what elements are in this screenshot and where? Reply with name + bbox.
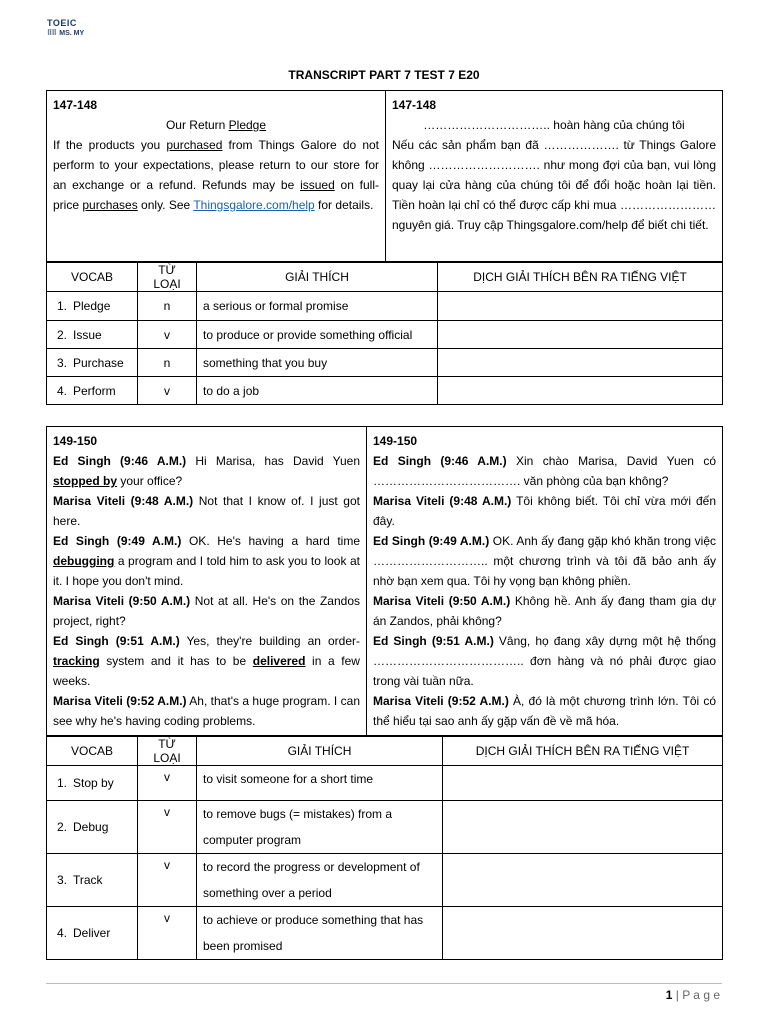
text-run: Yes, they're building an order- bbox=[179, 634, 360, 648]
chat-message bbox=[53, 531, 360, 591]
vocab-highlight-delivered: delivered bbox=[252, 654, 306, 668]
passage-en-147-148 bbox=[47, 91, 386, 262]
section-149-150 bbox=[46, 426, 722, 960]
vocab-word bbox=[47, 801, 138, 854]
logo bbox=[47, 18, 84, 37]
text-run: a program and I told him to ask you to look at it. I hope you don't mind. bbox=[53, 554, 360, 588]
vocab-word bbox=[47, 349, 138, 377]
logo-brand bbox=[47, 29, 84, 37]
passage-title bbox=[53, 115, 379, 135]
chat-sender: Ed Singh (9:49 A.M.) bbox=[53, 534, 182, 548]
question-number: 147-148 bbox=[53, 98, 98, 112]
logo-toeic: TOEIC bbox=[47, 18, 77, 28]
vocab-definition: to do a job bbox=[197, 377, 438, 405]
vocab-definition: to remove bugs (= mistakes) from a computer program bbox=[197, 801, 443, 854]
text-run: Vâng, họ đang xây dựng một hệ thống ……………………………….. đơn hàng và nó phải được giao trong vài tuần nữa. bbox=[373, 634, 716, 688]
vocab-word bbox=[47, 907, 138, 960]
vocab-word-text: Debug bbox=[73, 820, 109, 834]
text-run: your office? bbox=[117, 474, 183, 488]
vocab-highlight-stopped-by: stopped by bbox=[53, 474, 118, 488]
vocab-index: 2. bbox=[57, 820, 68, 834]
help-link[interactable]: Thingsgalore.com/help bbox=[193, 198, 315, 212]
text-run: Xin chào Marisa, David Yuen có ………………………………. văn phòng của bạn không? bbox=[373, 454, 716, 488]
vocab-word bbox=[47, 321, 138, 349]
vocab-row bbox=[47, 292, 723, 321]
vocab-highlight-issued: issued bbox=[300, 178, 335, 192]
question-number: 147-148 bbox=[392, 98, 437, 112]
vocab-word-text: Pledge bbox=[73, 299, 111, 313]
vocab-pos: n bbox=[138, 292, 197, 321]
vocab-table-147-148 bbox=[46, 262, 723, 405]
chat-sender: Marisa Viteli (9:50 A.M.) bbox=[373, 594, 511, 608]
chat-sender: Ed Singh (9:46 A.M.) bbox=[373, 454, 507, 468]
passage-title-vi: ………………………….. hoàn hàng của chúng tôi bbox=[423, 118, 685, 132]
chat-message bbox=[373, 591, 716, 631]
question-number: 149-150 bbox=[373, 434, 418, 448]
passage-vi-147-148 bbox=[386, 91, 723, 262]
passage-vi-149-150 bbox=[367, 427, 723, 736]
vocab-pos: v bbox=[138, 801, 197, 854]
vocab-pos: n bbox=[138, 349, 197, 377]
vocab-translation-blank bbox=[443, 801, 723, 854]
chat-message bbox=[53, 691, 360, 731]
vocab-row bbox=[47, 377, 723, 405]
vocab-definition: to achieve or produce something that has been promised bbox=[197, 907, 443, 960]
vocab-translation-blank bbox=[438, 349, 723, 377]
vocab-word bbox=[47, 766, 138, 801]
chat-sender: Ed Singh (9:51 A.M.) bbox=[373, 634, 494, 648]
text-run: for details. bbox=[314, 198, 374, 212]
vocab-translation-blank bbox=[443, 854, 723, 907]
chat-sender: Ed Singh (9:49 A.M.) bbox=[373, 534, 490, 548]
vocab-word bbox=[47, 292, 138, 321]
page-title: TRANSCRIPT PART 7 TEST 7 E20 bbox=[288, 68, 480, 82]
text-run: OK. He's having a hard time bbox=[181, 534, 361, 548]
text-run: Not at all. He's on the Zandos project, right? bbox=[53, 594, 360, 628]
header-trans: DỊCH GIẢI THÍCH BÊN RA TIẾNG VIỆT bbox=[443, 737, 723, 766]
vocab-translation-blank bbox=[443, 766, 723, 801]
chat-message bbox=[373, 491, 716, 531]
vocab-word-text: Perform bbox=[73, 383, 116, 398]
passage-table-147-148 bbox=[46, 90, 723, 262]
question-number: 149-150 bbox=[53, 434, 98, 448]
chat-sender: Ed Singh (9:51 A.M.) bbox=[53, 634, 180, 648]
text-run: Ah, that's a huge program. I can see why he's having coding problems. bbox=[53, 694, 360, 728]
header-def: GIẢI THÍCH bbox=[197, 263, 438, 292]
vocab-highlight-purchases: purchases bbox=[82, 198, 138, 212]
text-run: If the products you bbox=[53, 138, 167, 152]
vocab-table-149-150 bbox=[46, 736, 723, 960]
page-number: 1 bbox=[665, 988, 673, 1002]
vocab-pos: v bbox=[138, 854, 197, 907]
vocab-index: 3. bbox=[57, 355, 68, 370]
passage-body bbox=[53, 135, 379, 215]
text-run: Không hề. Anh ấy đang tham gia dự án Zandos, phải không? bbox=[373, 594, 716, 628]
vocab-row bbox=[47, 801, 723, 854]
vocab-definition: a serious or formal promise bbox=[197, 292, 438, 321]
vocab-pos: v bbox=[138, 766, 197, 801]
chat-message bbox=[373, 691, 716, 731]
vocab-definition: to visit someone for a short time bbox=[197, 766, 443, 801]
chat-sender: Ed Singh (9:46 A.M.) bbox=[53, 454, 187, 468]
vocab-word bbox=[47, 854, 138, 907]
passage-body-vi: Nếu các sản phẩm bạn đã ………………. từ Things Galore không ………………………. như mong đợi của bạn, vui lòng quay lại cửa hàng của chúng tôi để đổi hoặc hoàn lại tiền. Tiền hoàn lại chỉ có thể được cấp khi mua …………………… nguyên giá. Truy cập Thingsgalore.com/help để biết chi tiết. bbox=[392, 138, 716, 232]
chat-message bbox=[53, 591, 360, 631]
text-run: Hi Marisa, has David Yuen bbox=[186, 454, 360, 468]
vocab-highlight-pledge: Pledge bbox=[228, 118, 267, 132]
vocab-pos: v bbox=[138, 907, 197, 960]
vocab-translation-blank bbox=[438, 377, 723, 405]
vocab-word-text: Purchase bbox=[73, 355, 124, 370]
text-run: in a few weeks. bbox=[53, 654, 360, 688]
vocab-index: 4. bbox=[57, 926, 68, 940]
chat-sender: Marisa Viteli (9:50 A.M.) bbox=[53, 594, 191, 608]
text-run: Not that I know of. I just got here. bbox=[53, 494, 360, 528]
vocab-index: 1. bbox=[57, 299, 68, 313]
header-trans: DỊCH GIẢI THÍCH BÊN RA TIẾNG VIỆT bbox=[438, 263, 723, 292]
chat-message bbox=[53, 451, 360, 491]
vocab-row bbox=[47, 907, 723, 960]
vocab-definition: to produce or provide something official bbox=[197, 321, 438, 349]
vocab-word bbox=[47, 377, 138, 405]
footer-separator: | bbox=[672, 988, 683, 1002]
vocab-translation-blank bbox=[443, 907, 723, 960]
vocab-row bbox=[47, 321, 723, 349]
header-def: GIẢI THÍCH bbox=[197, 737, 443, 766]
vocab-pos: v bbox=[138, 321, 197, 349]
vocab-index: 3. bbox=[57, 873, 68, 887]
text-run: À, đó là một chương trình lớn. Tôi có thể hiểu tại sao anh ấy gặp vấn đề về mã hóa. bbox=[373, 694, 716, 728]
chat-sender: Marisa Viteli (9:52 A.M.) bbox=[373, 694, 509, 708]
chat-sender: Marisa Viteli (9:52 A.M.) bbox=[53, 694, 187, 708]
vocab-translation-blank bbox=[438, 292, 723, 321]
chat-message bbox=[373, 451, 716, 491]
passage-title-text: Our Return bbox=[165, 118, 229, 132]
text-run: OK. Anh ấy đang gặp khó khăn trong việc ……………………….. một chương trình và tôi đã bảo anh ấy nhờ bạn xem qua. Tôi hy vọng bạn không phiền. bbox=[373, 534, 716, 588]
chat-message bbox=[53, 631, 360, 691]
header-vocab: VOCAB bbox=[47, 263, 138, 292]
chat-message bbox=[373, 531, 716, 591]
vocab-index: 2. bbox=[57, 327, 68, 342]
chat-sender: Marisa Viteli (9:48 A.M.) bbox=[53, 494, 194, 508]
vocab-definition: to record the progress or development of something over a period bbox=[197, 854, 443, 907]
passage-table-149-150 bbox=[46, 426, 723, 736]
text-run: system and it has to be bbox=[99, 654, 253, 668]
text-run: on full-price bbox=[53, 178, 379, 212]
vocab-word-text: Issue bbox=[73, 327, 102, 342]
vocab-word-text: Track bbox=[73, 873, 103, 887]
footer-divider bbox=[46, 983, 722, 984]
vocab-index: 4. bbox=[57, 383, 68, 398]
passage-en-149-150 bbox=[47, 427, 367, 736]
page-label: P a g e bbox=[682, 988, 720, 1002]
vocab-index: 1. bbox=[57, 776, 68, 790]
text-run: Tôi không biết. Tôi chỉ vừa mới đến đây. bbox=[373, 494, 716, 528]
logo-dots-icon: ⠿⠿ bbox=[47, 30, 57, 37]
chat-message bbox=[373, 631, 716, 691]
vocab-highlight-purchased: purchased bbox=[166, 138, 223, 152]
vocab-definition: something that you buy bbox=[197, 349, 438, 377]
chat-sender: Marisa Viteli (9:48 A.M.) bbox=[373, 494, 512, 508]
vocab-translation-blank bbox=[438, 321, 723, 349]
section-147-148 bbox=[46, 90, 722, 405]
vocab-word-text: Stop by bbox=[73, 776, 114, 790]
logo-ms-my: MS. MY bbox=[59, 30, 85, 37]
header-pos: TỪ LOẠI bbox=[138, 737, 197, 766]
text-run: from Things Galore do not perform to your expectations, please return to our store for an exchange or a refund. Refunds may be bbox=[53, 138, 379, 192]
vocab-row bbox=[47, 349, 723, 377]
vocab-row bbox=[47, 854, 723, 907]
header-vocab: VOCAB bbox=[47, 737, 138, 766]
vocab-pos: v bbox=[138, 377, 197, 405]
vocab-highlight-tracking: tracking bbox=[53, 654, 100, 668]
text-run: only. See bbox=[137, 198, 194, 212]
vocab-row bbox=[47, 766, 723, 801]
header-pos: TỪ LOẠI bbox=[138, 263, 197, 292]
vocab-word-text: Deliver bbox=[73, 926, 111, 940]
page-footer bbox=[666, 988, 720, 1002]
chat-message bbox=[53, 491, 360, 531]
vocab-highlight-debugging: debugging bbox=[53, 554, 115, 568]
